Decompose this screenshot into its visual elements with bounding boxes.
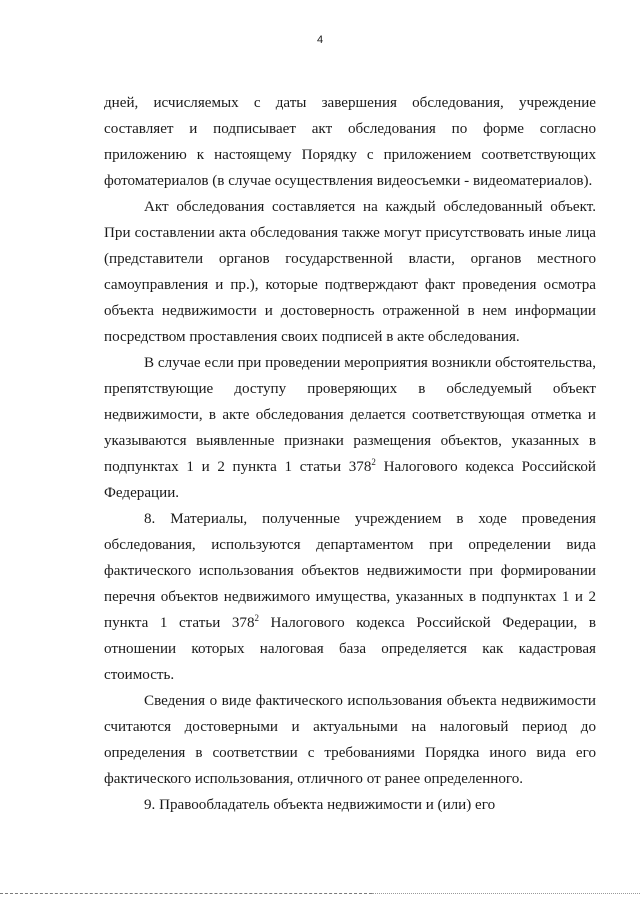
paragraph-5: Сведения о виде фактического использования объекта недвижимости считаются достоверными и актуальными на налоговый период до определения в соответствии с требованиями Порядка иного вида его фактического использования, отличного от ранее определенного. xyxy=(104,693,596,787)
paragraph-3 xyxy=(104,350,596,506)
paragraph-2: Акт обследования составляется на каждый обследованный объект. При составлении акта обследования также могут присутствовать иные лица (представители органов государственной власти, органов местного самоуправления и пр.), которые подтверждают факт проведения осмотра объекта недвижимости и достоверность отраженной в нем информации посредством проставления своих подписей в акте обследования. xyxy=(104,199,596,345)
paragraph-3-text-b: Налогового кодекса Российской Федерации. xyxy=(104,459,596,501)
paragraph-6: 9. Правообладатель объекта недвижимости и (или) его xyxy=(144,797,496,813)
paragraph-4-text-a: 8. Материалы, полученные учреждением в ходе проведения обследования, используются департаментом при определении вида фактического использования объектов недвижимости при формировании перечня объектов недвижимого имущества, указанных в подпунктах 1 и 2 пункта 1 статьи 378 xyxy=(104,511,596,631)
paragraph-3-superscript: 2 xyxy=(371,457,376,467)
paragraph-1: дней, исчисляемых с даты завершения обследования, учреждение составляет и подписывает акт обследования по форме согласно приложению к настоящему Порядку с приложением соответствующих фотоматериалов (в случае осуществления видеосъемки - видеоматериалов). xyxy=(104,95,596,189)
paragraph-4 xyxy=(104,506,596,688)
paragraph-4-superscript: 2 xyxy=(254,613,259,623)
document-body xyxy=(104,90,596,818)
scan-edge-line xyxy=(0,893,372,894)
paragraph-4-text-b: Налогового кодекса Российской Федерации, в отношении которых налоговая база определяется как кадастровая стоимость. xyxy=(104,615,597,683)
scan-edge-line-dotted xyxy=(372,893,640,894)
page-number: 4 xyxy=(316,34,324,46)
paragraph-3-text-a: В случае если при проведении мероприятия возникли обстоятельства, препятствующие доступу проверяющих в обследуемый объект недвижимости, в акте обследования делается соответствующая отметка и указываются выявленные признаки размещения объектов, указанных в подпунктах 1 и 2 пункта 1 статьи 378 xyxy=(104,355,596,475)
